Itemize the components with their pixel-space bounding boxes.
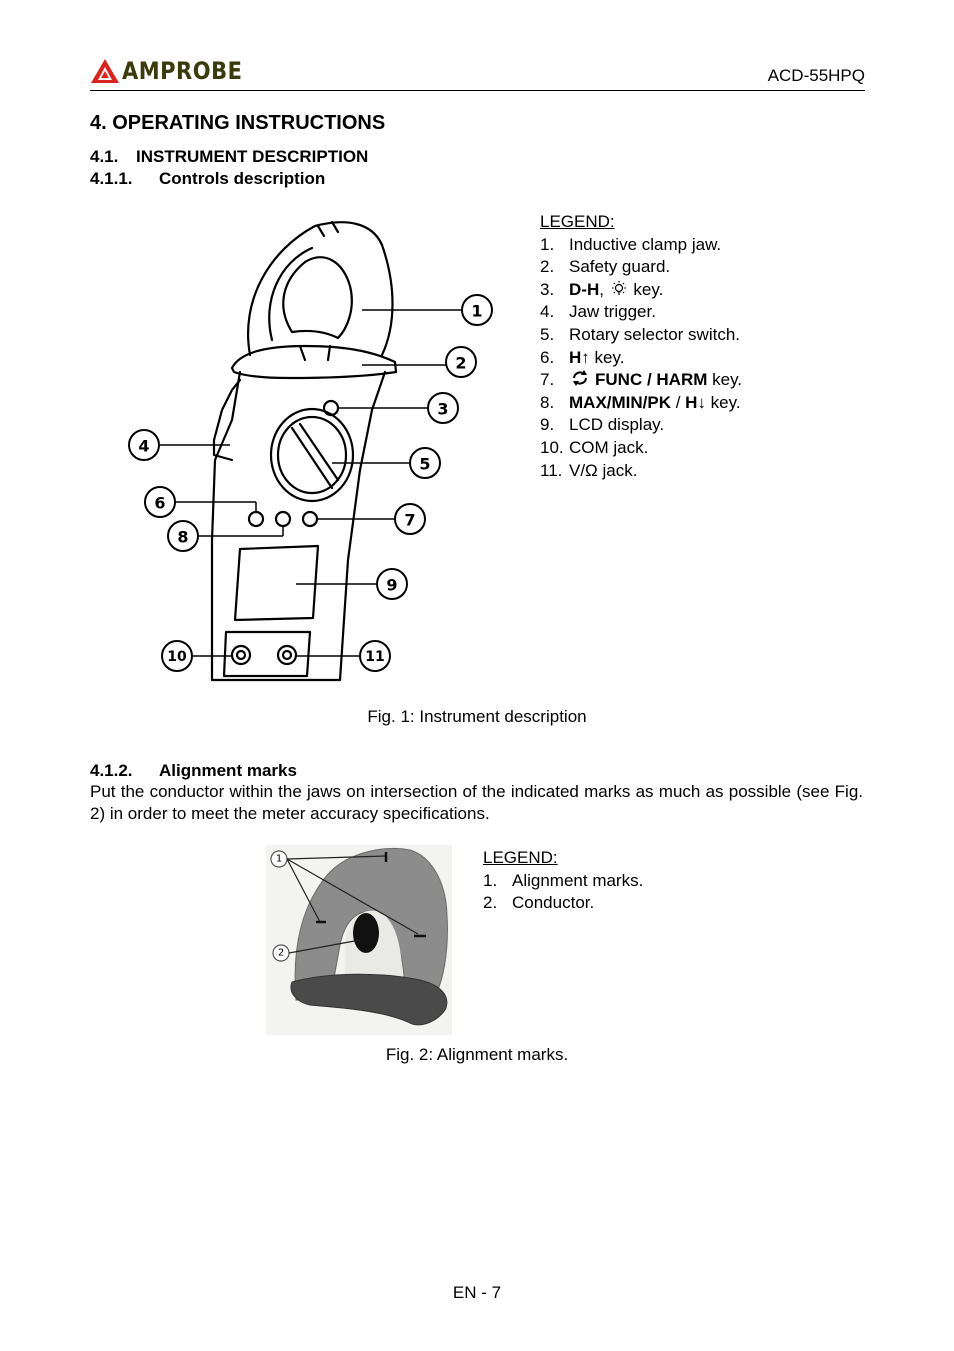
page-number: EN - 7	[452, 1283, 502, 1302]
figure1-legend	[540, 211, 742, 482]
legend-item-text: COM jack.	[569, 437, 649, 457]
legend-item-number: 7.	[540, 370, 555, 390]
legend-item	[540, 301, 742, 324]
legend-item-number: 2.	[540, 257, 555, 277]
legend-item	[540, 460, 742, 483]
legend-item-key: D-H	[569, 279, 600, 299]
legend-title: LEGEND:	[540, 212, 615, 231]
legend-item-text: Rotary selector switch.	[569, 324, 740, 344]
legend-item-text: Safety guard.	[569, 257, 671, 277]
legend-item-number: 5.	[540, 324, 555, 344]
callout-11-label: 11	[365, 649, 385, 665]
legend-item	[540, 324, 742, 347]
legend-item	[540, 279, 742, 302]
legend-item	[483, 870, 643, 893]
fig2-callout-1-label: 1	[275, 853, 283, 865]
legend-item	[540, 437, 742, 460]
legend-item	[540, 256, 742, 279]
model-number: ACD-55HPQ	[767, 66, 865, 85]
legend-item	[540, 392, 742, 415]
fig2-callout-2-label: 2	[277, 947, 285, 959]
legend-item-key: FUNC / HARM	[595, 370, 708, 390]
callout-8-label: 8	[177, 527, 189, 547]
legend-title: LEGEND:	[483, 848, 558, 867]
cycle-arrows-icon	[569, 369, 591, 387]
legend-item-text: Jaw trigger.	[569, 302, 656, 322]
legend-item-number: 4.	[540, 302, 555, 322]
legend-item-text: Inductive clamp jaw.	[569, 234, 722, 254]
callout-6-label: 6	[154, 493, 166, 513]
figure2-caption: Fig. 2: Alignment marks.	[385, 1045, 569, 1064]
warning-triangle-icon	[90, 58, 120, 84]
legend-item-text: Alignment marks.	[512, 870, 644, 890]
legend-item-number: 3.	[540, 279, 555, 299]
legend-item-separator: /	[671, 392, 686, 412]
legend-item-text: key.	[589, 347, 625, 367]
legend-item-key: H↑	[569, 347, 590, 367]
legend-item-number: 9.	[540, 415, 555, 435]
legend-item	[540, 234, 742, 257]
figure1-caption: Fig. 1: Instrument description	[367, 707, 587, 726]
callout-10-label: 10	[167, 649, 187, 665]
subsection-title: INSTRUMENT DESCRIPTION	[136, 147, 369, 166]
subsubsection-title: Controls description	[159, 169, 326, 188]
legend-item	[540, 347, 742, 370]
alignment-title: Alignment marks	[159, 761, 297, 780]
subsubsection-heading	[90, 169, 325, 189]
subsection-heading	[90, 147, 368, 167]
amprobe-logo	[90, 58, 242, 84]
legend-item-text: V/Ω jack.	[569, 460, 638, 480]
legend-item-number: 1.	[483, 870, 498, 890]
alignment-marks-photo	[266, 845, 452, 1035]
legend-item-text: LCD display.	[569, 415, 665, 435]
legend-item	[540, 414, 742, 437]
clamp-meter-diagram	[110, 210, 510, 690]
legend-item-key-2: H↓	[685, 392, 706, 412]
subsection-number: 4.1.	[90, 147, 119, 166]
callout-5-label: 5	[419, 454, 431, 474]
alignment-paragraph: Put the conductor within the jaws on intersection of the indicated marks as much as possible (see Fig. 2) in order to meet the meter accuracy specifications.	[90, 782, 863, 823]
brand-name: AMPROBE	[122, 57, 243, 85]
figure2-legend	[483, 847, 643, 915]
callout-9-label: 9	[386, 575, 398, 595]
legend-item-number: 8.	[540, 392, 555, 412]
legend-item-text: Conductor.	[512, 893, 595, 913]
legend-item-number: 10.	[540, 437, 564, 457]
callout-3-label: 3	[437, 399, 449, 419]
section-title: 4. OPERATING INSTRUCTIONS	[90, 112, 386, 134]
lightbulb-icon	[609, 280, 629, 298]
legend-item-number: 1.	[540, 234, 555, 254]
legend-item-text: key.	[707, 370, 743, 390]
legend-item	[483, 892, 643, 915]
alignment-number: 4.1.2.	[90, 761, 133, 780]
legend-item	[540, 369, 742, 392]
legend-item-text: key.	[705, 392, 741, 412]
callout-4-label: 4	[138, 436, 150, 456]
legend-item-number: 11.	[540, 460, 563, 480]
legend-item-key: MAX/MIN/PK	[569, 392, 671, 412]
header-divider	[90, 90, 865, 91]
subsubsection-number: 4.1.1.	[90, 169, 133, 188]
legend-item-number: 6.	[540, 347, 555, 367]
legend-item-text: , key.	[599, 279, 664, 299]
callout-1-label: 1	[471, 301, 483, 321]
alignment-heading	[90, 761, 297, 781]
callout-2-label: 2	[455, 353, 467, 373]
legend-item-number: 2.	[483, 893, 498, 913]
callout-7-label: 7	[404, 510, 416, 530]
